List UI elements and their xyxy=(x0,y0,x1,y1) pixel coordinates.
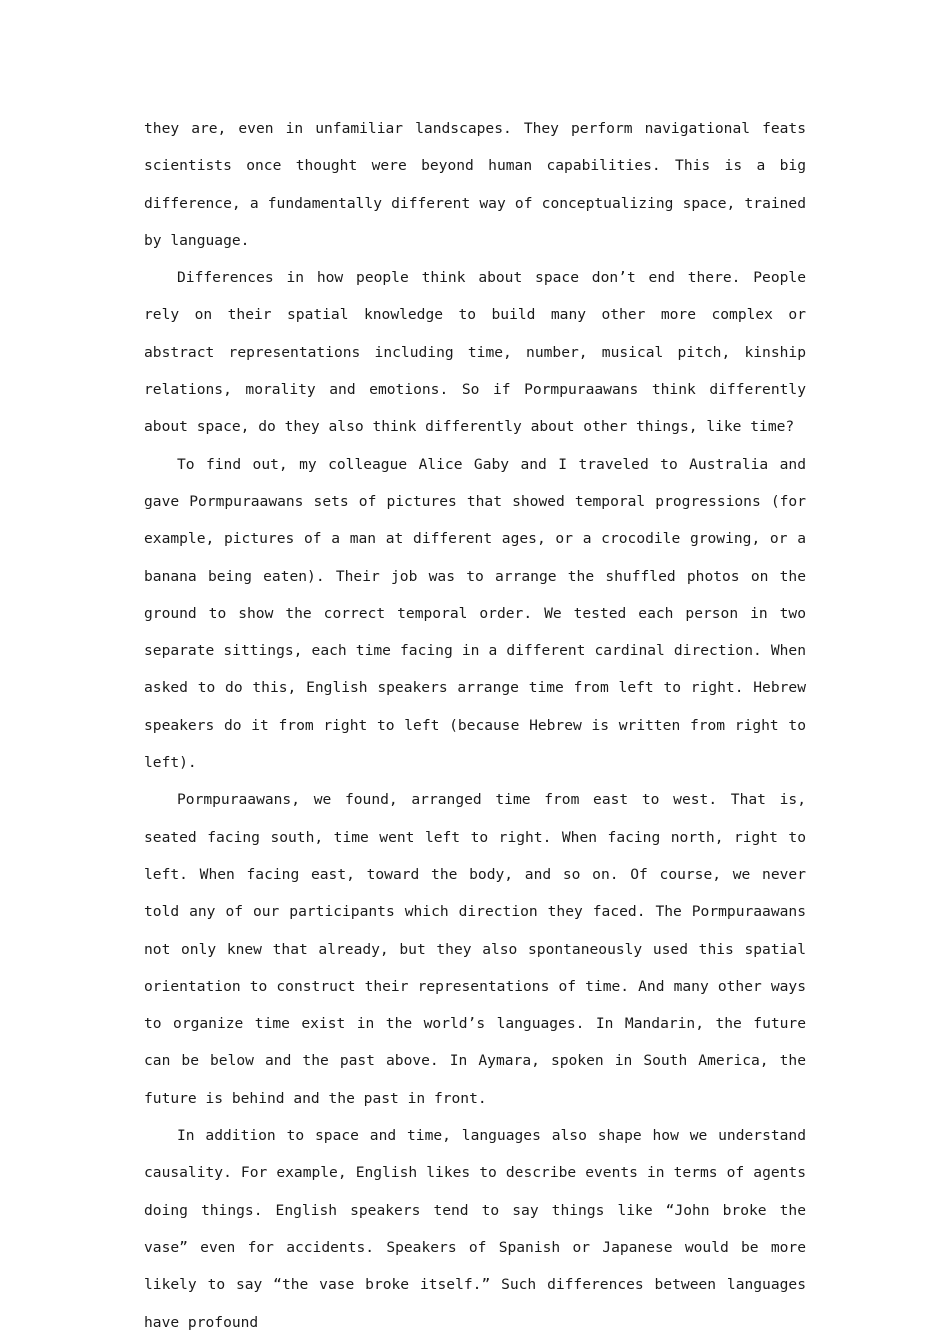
paragraph-experiment: To find out, my colleague Alice Gaby and I traveled to Australia and gave Pormpuraawans sets of pictures that showed temporal progressions (for example, pictures of a man at different ages, or a crocodile growing, or a banana being eaten). Their job was to arrange the shuffled photos on the ground to show the correct temporal order. We tested each person in two separate sittings, each time facing in a different cardinal direction. When asked to do this, English speakers arrange time from left to right. Hebrew speakers do it from right to left (because Hebrew is written from right to left). xyxy=(144,455,806,772)
paragraph-findings: Pormpuraawans, we found, arranged time from east to west. That is, seated facing south, time went left to right. When facing north, right to left. When facing east, toward the body, and so on. Of course, we never told any of our participants which direction they faced. The Pormpuraawans not only knew that already, but they also spontaneously used this spatial orientation to construct their representations of time. And many other ways to organize time exist in the world’s languages. In Mandarin, the future can be below and the past above. In Aymara, spoken in South America, the future is behind and the past in front. xyxy=(144,791,806,1107)
paragraph-continuation: they are, even in unfamiliar landscapes. They perform navigational feats scientists once thought were beyond human capabilities. This is a big difference, a fundamentally different way of conceptualizing space, trained by language. xyxy=(144,120,806,249)
document-body xyxy=(144,110,806,1341)
paragraph-space-differences: Differences in how people think about space don’t end there. People rely on their spatial knowledge to build many other more complex or abstract representations including time, number, musical pitch, kinship relations, morality and emotions. So if Pormpuraawans think differently about space, do they also think differently about other things, like time? xyxy=(144,269,806,436)
paragraph-causality: In addition to space and time, languages also shape how we understand causality. For example, English likes to describe events in terms of agents doing things. English speakers tend to say things like “John broke the vase” even for accidents. Speakers of Spanish or Japanese would be more likely to say “the vase broke itself.” Such differences between languages have profound xyxy=(144,1127,806,1331)
